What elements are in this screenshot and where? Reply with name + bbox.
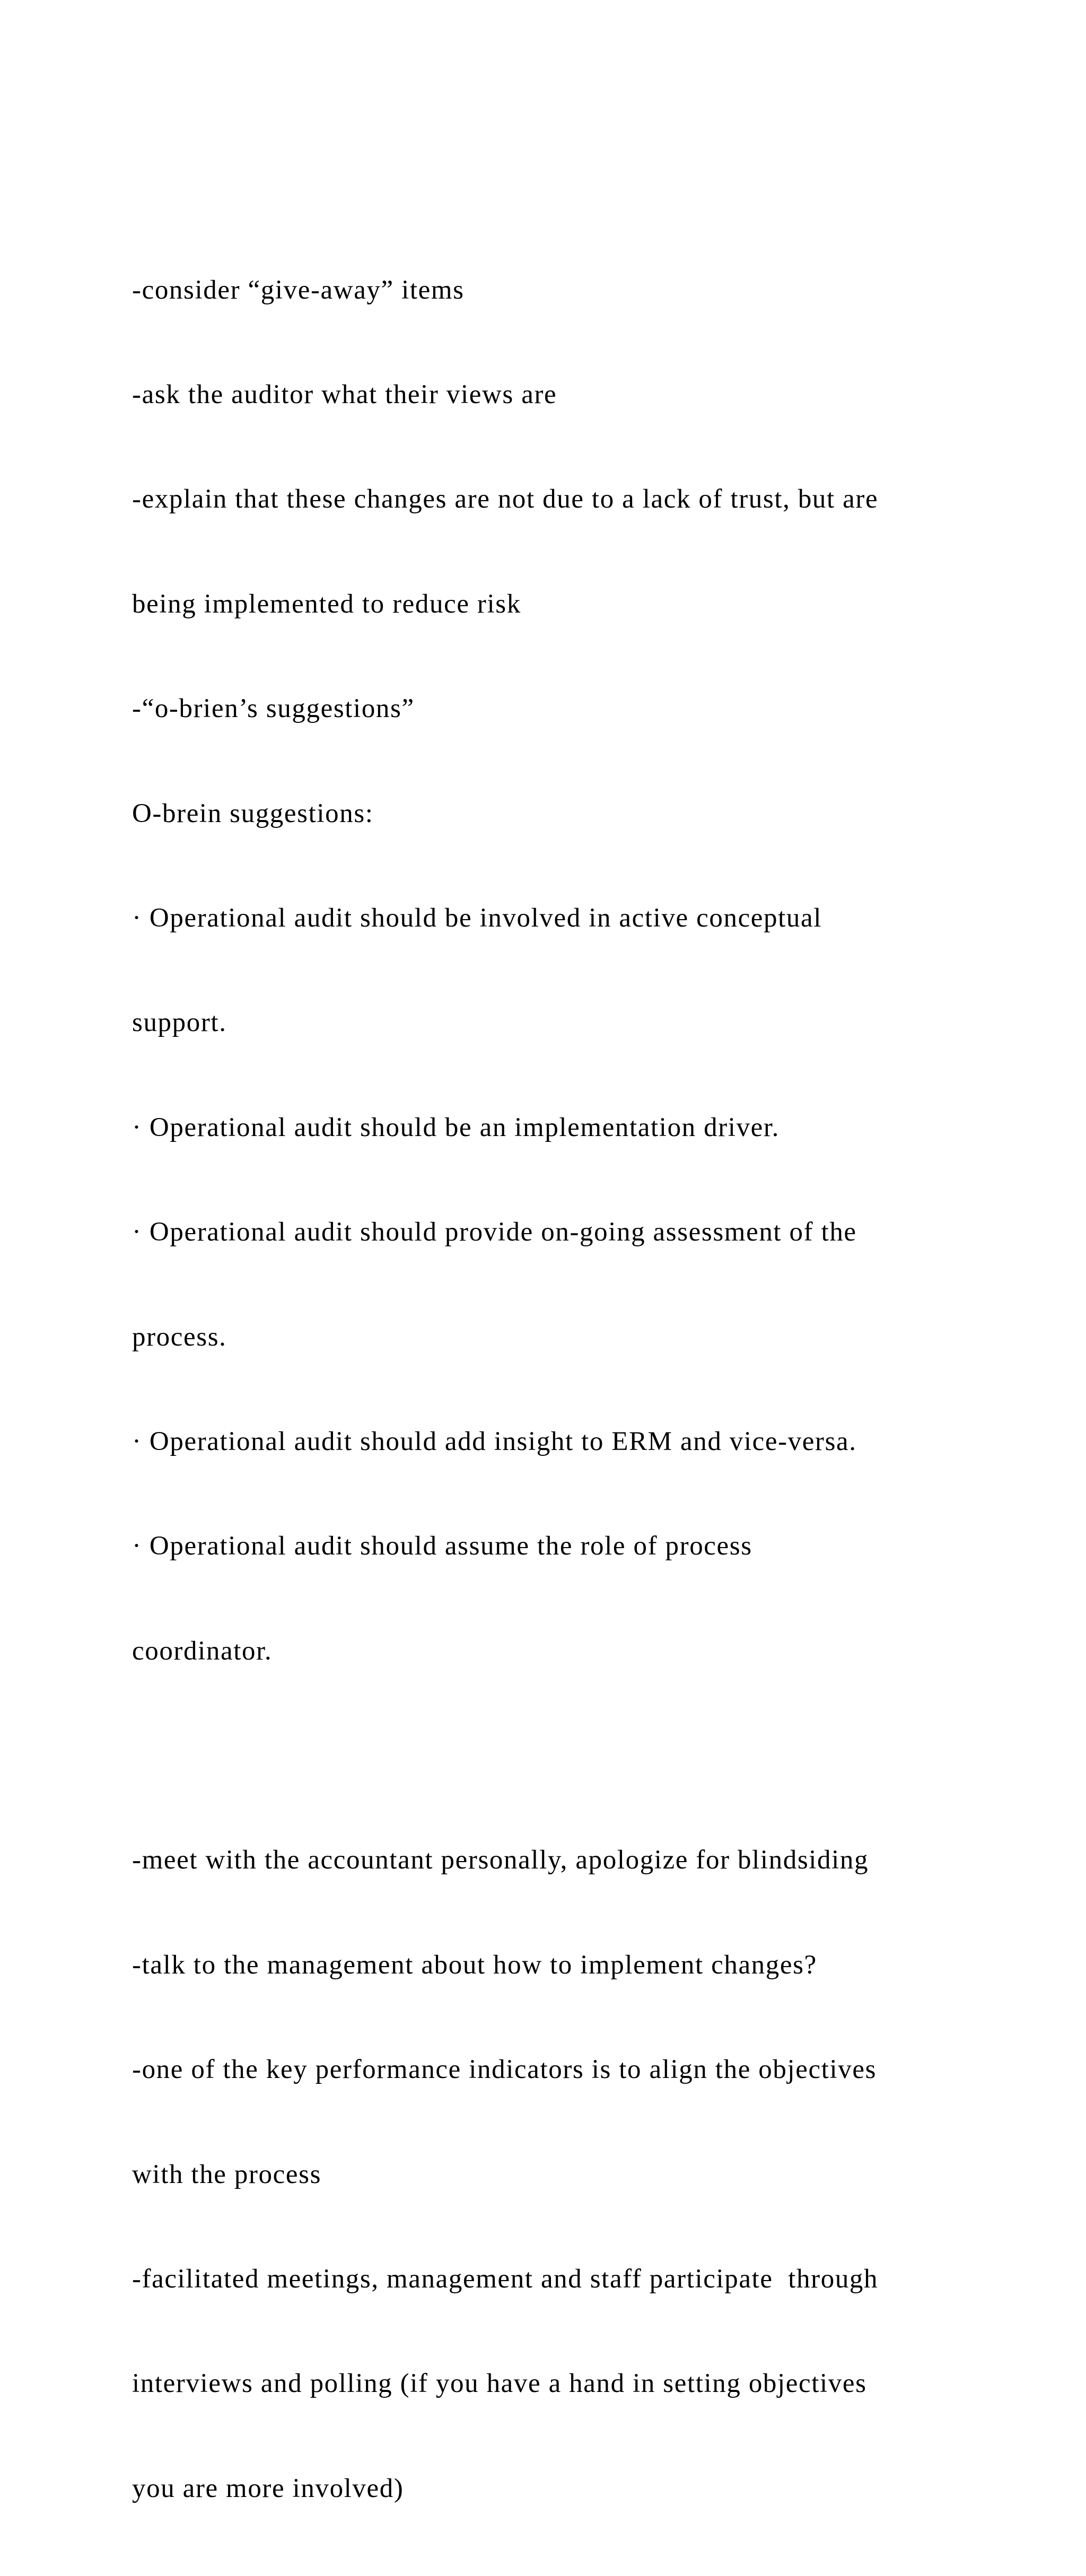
text-line: -consider “give-away” items	[132, 275, 465, 305]
bullet-item: · Operational audit should add insight to ERM and vice-versa.	[132, 1426, 857, 1456]
text-line: process.	[132, 1322, 227, 1352]
bullet-item: · Operational audit should be an implementation driver.	[132, 1112, 780, 1142]
text-line: -meet with the accountant personally, apologize for blindsiding	[132, 1845, 869, 1875]
text-line: -explain that these changes are not due to a lack of trust, but are	[132, 484, 879, 514]
text-line: you are more involved)	[132, 2473, 404, 2503]
blank-line	[132, 1739, 1012, 1774]
document-body	[132, 203, 1012, 2576]
text-line: coordinator.	[132, 1636, 273, 1666]
text-line: support.	[132, 1008, 227, 1038]
text-line: interviews and polling (if you have a hand in setting objectives	[132, 2369, 867, 2399]
bullet-item: · Operational audit should assume the role of process	[132, 1531, 752, 1561]
text-line: with the process	[132, 2159, 322, 2189]
bullet-item: · Operational audit should be involved in active conceptual	[132, 903, 822, 933]
bullet-item: · Operational audit should provide on-going assessment of the	[132, 1217, 857, 1247]
text-line: -talk to the management about how to implement changes?	[132, 1950, 817, 1980]
text-line: -one of the key performance indicators is to align the objectives	[132, 2055, 877, 2085]
text-line: -ask the auditor what their views are	[132, 379, 557, 409]
text-line: -“o-brien’s suggestions”	[132, 694, 415, 724]
section-heading: O-brein suggestions:	[132, 798, 374, 828]
text-line: -facilitated meetings, management and staff participate through	[132, 2264, 879, 2294]
text-line: being implemented to reduce risk	[132, 589, 521, 619]
